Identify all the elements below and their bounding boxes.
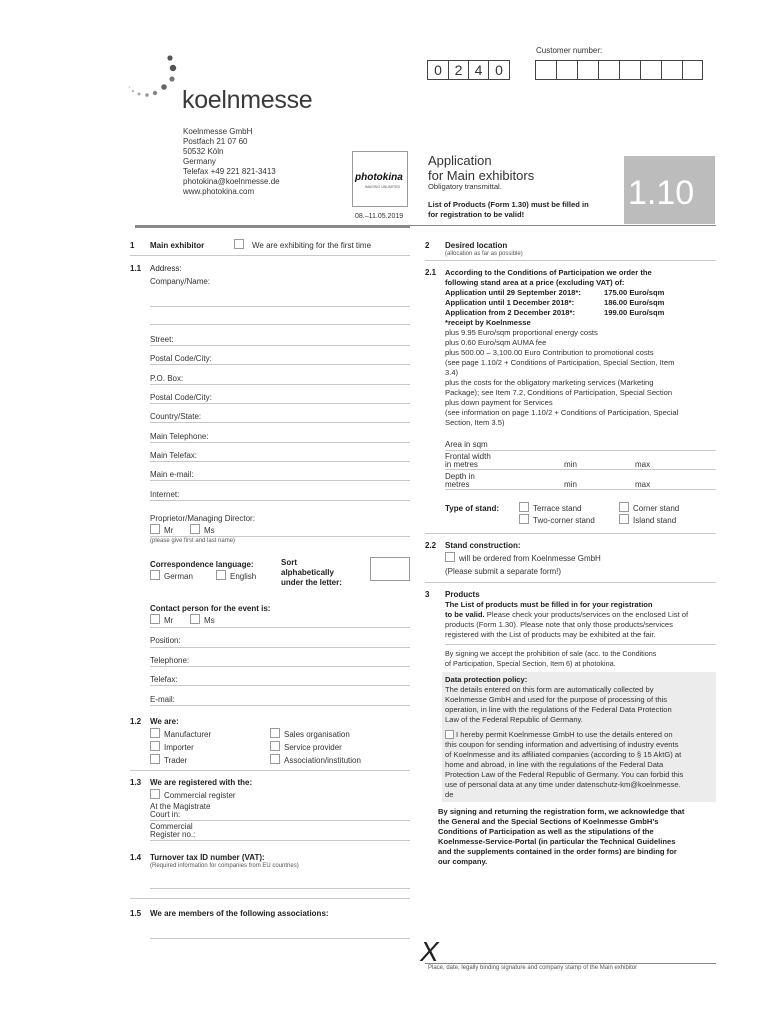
customer-digit: 4: [469, 61, 489, 79]
first-time-checkbox[interactable]: [234, 239, 244, 249]
field-label: Type of stand:: [445, 504, 500, 513]
address-line: Koelnmesse GmbH: [183, 127, 253, 136]
min-label: min: [564, 480, 577, 489]
form-number-badge: [624, 156, 715, 224]
street-field[interactable]: [150, 345, 410, 346]
section-title: Stand construction:: [445, 541, 521, 550]
address-line: www.photokina.com: [183, 187, 255, 196]
address-line: Postfach 21 07 60: [183, 137, 248, 146]
field-label: Depth in: [445, 472, 475, 481]
permit-text: de: [445, 790, 454, 799]
products-text: to be valid. Please check your products/services on the enclosed List of: [445, 610, 689, 619]
two-corner-checkbox[interactable]: [519, 514, 529, 524]
option-label: Ms: [204, 526, 215, 535]
field-label: Court in:: [150, 810, 181, 819]
field-label: Internet:: [150, 490, 180, 499]
permit-text: this coupon for sending information and advertising of industry events: [445, 740, 679, 749]
contact-telephone-field[interactable]: [150, 666, 410, 667]
form-title-line1: Application: [428, 153, 492, 168]
section-number: 3: [425, 590, 430, 599]
privacy-text: The details entered on this form are automatically collected by: [445, 685, 654, 694]
postal-city-field[interactable]: [150, 364, 410, 365]
signature-field[interactable]: [425, 963, 716, 964]
field-hint: (Required information for companies from EU countries): [150, 863, 299, 869]
field-label: Main e-mail:: [150, 470, 194, 479]
customer-digit: 0: [428, 61, 449, 79]
frontal-width-field[interactable]: [445, 469, 716, 470]
field-label: E-mail:: [150, 695, 175, 704]
ms-checkbox[interactable]: [190, 524, 200, 534]
stand-area-text: following stand area at a price (excluding VAT) of:: [445, 278, 625, 287]
customer-digit: 2: [449, 61, 469, 79]
depth-field[interactable]: [445, 489, 716, 490]
option-label: Trader: [164, 756, 188, 765]
field-label: metres: [445, 480, 470, 489]
associations-field[interactable]: [150, 938, 410, 939]
plus-line: plus 9.95 Euro/sqm proportional energy costs: [445, 328, 598, 337]
privacy-text: Koelnmesse GmbH and used for the purpose of processing of this: [445, 695, 668, 704]
plus-line: (see information on page 1.10/2 + Conditions of Participation, Special: [445, 408, 679, 417]
section-title: Desired location: [445, 241, 508, 250]
customer-digit: 0: [495, 62, 503, 78]
terrace-checkbox[interactable]: [519, 502, 529, 512]
price-value: 186.00 Euro/sqm: [604, 298, 665, 307]
price-value: 175.00 Euro/sqm: [604, 288, 665, 297]
section-title: Main exhibitor: [150, 241, 205, 250]
agreement-text: Koelnmesse-Service-Portal (in particular the Technical Guidelines: [438, 837, 676, 846]
association-checkbox[interactable]: [270, 754, 280, 764]
contact-name-field[interactable]: [150, 627, 410, 628]
products-text: products (Form 1.30). Please note that only those products/services: [445, 620, 673, 629]
price-label: Application from 2 December 2018*:: [445, 308, 575, 317]
field-label: Company/Name:: [150, 277, 211, 286]
section-number: 2.2: [425, 541, 437, 550]
prohibition-text: By signing we accept the prohibition of sale (acc. to the Conditions: [445, 649, 657, 658]
signature-x-mark: X: [420, 936, 439, 967]
min-label: min: [564, 460, 577, 469]
field-label: Postal Code/City:: [150, 393, 212, 402]
email-field[interactable]: [150, 480, 410, 481]
contact-email-field[interactable]: [150, 705, 410, 706]
permit-text: I hereby permit Koelnmesse GmbH to use the details entered on: [456, 730, 673, 739]
field-label: Area in sqm: [445, 440, 488, 449]
price-label: Application until 29 September 2018*:: [445, 288, 581, 297]
agreement-text: By signing and returning the registration form, we acknowledge that: [438, 807, 685, 816]
postal-city-field-2[interactable]: [150, 403, 410, 404]
address-line: Germany: [183, 157, 216, 166]
permit-text: of Koelnmesse and its affiliated companies (according to § 15 AktG) at: [445, 750, 682, 759]
german-checkbox[interactable]: [150, 570, 160, 580]
event-logo: photokina: [355, 172, 403, 183]
field-label: At the Magistrate: [150, 802, 211, 811]
sales-org-checkbox[interactable]: [270, 728, 280, 738]
field-label: Main Telephone:: [150, 432, 209, 441]
field-label: Street:: [150, 335, 174, 344]
prohibition-text: of Participation, Special Section, Item 6) at photokina.: [445, 659, 616, 668]
magistrate-field[interactable]: [150, 820, 410, 821]
proprietor-field[interactable]: [150, 536, 410, 537]
option-label: Ms: [204, 616, 215, 625]
company-name-field[interactable]: [150, 324, 410, 325]
permit-text: use of personal data at any time under datenschutz-km@koelnmesse.: [445, 780, 681, 789]
field-hint: (please give first and last name): [150, 538, 236, 544]
section-number: 1.3: [130, 778, 142, 787]
plus-line: plus the costs for the obligatory marketing services (Marketing: [445, 378, 654, 387]
option-label: Manufacturer: [164, 730, 212, 739]
field-label: Address:: [150, 264, 182, 273]
field-label: in metres: [445, 460, 478, 469]
mr-checkbox[interactable]: [150, 524, 160, 534]
english-checkbox[interactable]: [216, 570, 226, 580]
field-label: Country/State:: [150, 412, 202, 421]
option-label: German: [164, 572, 193, 581]
brand-wordmark: koelnmesse: [182, 86, 313, 114]
field-label: Telephone:: [150, 656, 190, 665]
field-label: Proprietor/Managing Director:: [150, 514, 255, 523]
privacy-text: Law of the Federal Republic of Germany.: [445, 715, 583, 724]
plus-line: (see page 1.10/2 + Conditions of Participation, Special Section, Item: [445, 358, 675, 367]
option-label: Sales organisation: [284, 730, 350, 739]
mr-checkbox[interactable]: [150, 614, 160, 624]
internet-field[interactable]: [150, 500, 410, 501]
products-text: The List of products must be filled in for your registration: [445, 600, 653, 609]
agreement-text: and the supplements contained in the order forms) are binding for: [438, 847, 677, 856]
header-divider: [410, 225, 716, 226]
option-label: Island stand: [633, 516, 677, 525]
max-label: max: [635, 460, 651, 469]
field-label: Postal Code/City:: [150, 354, 212, 363]
agreement-text: the General and the Special Sections of Koelnmesse GmbH’s: [438, 817, 659, 826]
koelnmesse-dots-logo: [128, 52, 186, 104]
section-title: We are:: [150, 717, 179, 726]
address-line: photokina@koelnmesse.de: [183, 177, 280, 186]
section-number: 2: [425, 241, 430, 250]
plus-line: Package); see Item 7.2, Conditions of Participation, Special Section: [445, 388, 673, 397]
plus-line: plus down payment for Services: [445, 398, 553, 407]
area-field[interactable]: [445, 450, 716, 451]
option-label: Service provider: [284, 743, 342, 752]
option-label: Two-corner stand: [533, 516, 595, 525]
trader-checkbox[interactable]: [150, 754, 160, 764]
section-number: 1: [130, 241, 135, 250]
signature-caption: Place, date, legally binding signature and company stamp of the Main exhibitor: [428, 965, 638, 971]
option-label: Importer: [164, 743, 194, 752]
option-label: English: [230, 572, 257, 581]
address-line: 50532 Köln: [183, 147, 224, 156]
products-text: registered with the List of products may be exhibited at the fair.: [445, 630, 656, 639]
option-label: Mr: [164, 526, 174, 535]
option-label: Commercial register: [164, 791, 236, 800]
price-value: 199.00 Euro/sqm: [604, 308, 665, 317]
register-no-field[interactable]: [150, 840, 410, 841]
service-provider-checkbox[interactable]: [270, 741, 280, 751]
address-line: Telefax +49 221 821-3413: [183, 167, 276, 176]
customer-number-prefilled: [427, 60, 510, 80]
section-number: 1.4: [130, 853, 142, 862]
stand-area-text: According to the Conditions of Participation we order the: [445, 268, 652, 277]
company-name-field[interactable]: [150, 306, 410, 307]
option-label: Terrace stand: [533, 504, 582, 513]
event-logo-tagline: IMAGING UNLIMITED: [365, 185, 401, 189]
field-label: Main Telefax:: [150, 451, 197, 460]
plus-line: Section, Item 3.5): [445, 418, 505, 427]
first-time-label: We are exhibiting for the first time: [252, 241, 372, 250]
separate-form-note: (Please submit a separate form!): [445, 567, 562, 576]
price-label: Application until 1 December 2018*:: [445, 298, 575, 307]
sort-label: under the letter:: [281, 578, 342, 587]
sort-letter-input[interactable]: [370, 557, 410, 581]
section-title: We are members of the following associations:: [150, 909, 329, 918]
section-title: Products: [445, 590, 480, 599]
permit-text: home and abroad, in line with the regulations of the Federal Data: [445, 760, 664, 769]
permit-checkbox[interactable]: [445, 730, 454, 739]
construction-checkbox[interactable]: [445, 552, 455, 562]
agreement-text: our company.: [438, 857, 488, 866]
po-box-field[interactable]: [150, 384, 410, 385]
field-label: P.O. Box:: [150, 374, 184, 383]
telephone-field[interactable]: [150, 442, 410, 443]
sort-label: Sort: [281, 558, 297, 567]
field-label: Frontal width: [445, 452, 491, 461]
vat-field[interactable]: [150, 888, 410, 889]
telefax-field[interactable]: [150, 461, 410, 462]
section-title: Turnover tax ID number (VAT):: [150, 853, 265, 862]
option-label: Corner stand: [633, 504, 680, 513]
form-note: List of Products (Form 1.30) must be filled in: [428, 200, 589, 209]
privacy-text: operation, in line with the regulations of the Federal Data Protection: [445, 705, 672, 714]
position-field[interactable]: [150, 647, 410, 648]
contact-telefax-field[interactable]: [150, 685, 410, 686]
section-number: 1.5: [130, 909, 142, 918]
section-number: 1.2: [130, 717, 142, 726]
field-label: Contact person for the event is:: [150, 604, 271, 613]
form-subtitle: Obligatory transmittal.: [428, 182, 502, 191]
agreement-text: Conditions of Participation as well as the stipulations of the: [438, 827, 654, 836]
permit-text: Protection Law of the Federal Republic of Germany. You can forbid this: [445, 770, 684, 779]
customer-number-input[interactable]: [535, 60, 703, 80]
island-checkbox[interactable]: [619, 514, 629, 524]
importer-checkbox[interactable]: [150, 741, 160, 751]
field-label: Commercial: [150, 822, 193, 831]
country-field[interactable]: [150, 422, 410, 423]
event-dates: 08.–11.05.2019: [355, 213, 404, 220]
field-label: Telefax:: [150, 675, 178, 684]
field-label: Correspondence language:: [150, 560, 254, 569]
field-hint: (allocation as far as possible): [445, 251, 523, 257]
corner-checkbox[interactable]: [619, 502, 629, 512]
sort-label: alphabetically: [281, 568, 334, 577]
plus-line: plus 0.60 Euro/sqm AUMA fee: [445, 338, 547, 347]
field-label: Register no.:: [150, 830, 196, 839]
option-label: Mr: [164, 616, 174, 625]
max-label: max: [635, 480, 651, 489]
field-label: Position:: [150, 636, 181, 645]
receipt-note: *receipt by Koelnmesse: [445, 318, 531, 327]
form-number: 1.10: [628, 174, 695, 212]
event-logo-box: [352, 151, 408, 207]
plus-line: 3.4): [445, 368, 459, 377]
plus-line: plus 500.00 – 3,100.00 Euro Contribution to promotional costs: [445, 348, 654, 357]
ms-checkbox[interactable]: [190, 614, 200, 624]
option-label: Association/institution: [284, 756, 361, 765]
section-title: We are registered with the:: [150, 778, 253, 787]
form-title-line2: for Main exhibitors: [428, 168, 535, 183]
form-note: for registration to be valid!: [428, 210, 525, 219]
section-number: 2.1: [425, 268, 437, 277]
commercial-register-checkbox[interactable]: [150, 789, 160, 799]
manufacturer-checkbox[interactable]: [150, 728, 160, 738]
option-label: will be ordered from Koelnmesse GmbH: [459, 554, 601, 563]
header-divider: [135, 225, 410, 228]
customer-number-label: Customer number:: [536, 46, 603, 55]
privacy-title: Data protection policy:: [445, 675, 528, 684]
section-number: 1.1: [130, 264, 142, 273]
